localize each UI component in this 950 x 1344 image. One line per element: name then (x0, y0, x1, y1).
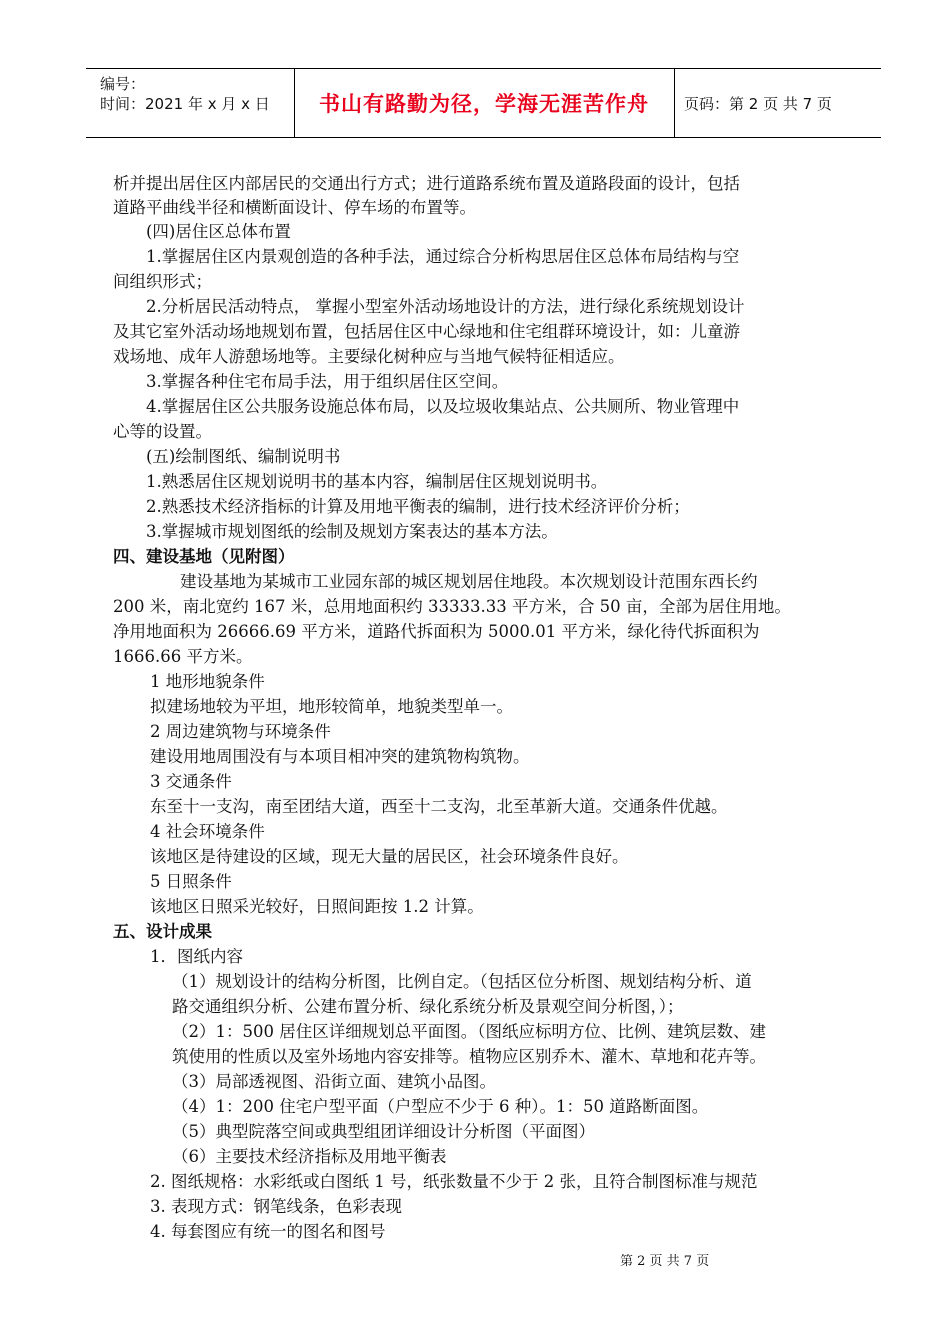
body-line: （6）主要技术经济指标及用地平衡表 (172, 1147, 447, 1166)
body-line: （5）典型院落空间或典型组团详细设计分析图（平面图） (172, 1122, 595, 1141)
body-line: 路交通组织分析、公建布置分析、绿化系统分析及景观空间分析图，）； (172, 997, 684, 1016)
body-line: （2）1：500 居住区详细规划总平面图。（图纸应标明方位、比例、建筑层数、建 (172, 1022, 766, 1041)
body-line: 1.熟悉居住区规划说明书的基本内容，编制居住区规划说明书。 (146, 472, 608, 491)
body-line: 间组织形式； (113, 272, 212, 291)
condition-heading: 4 社会环境条件 (150, 822, 265, 841)
body-line: （3）局部透视图、沿街立面、建筑小品图。 (172, 1072, 496, 1091)
header-page-code: 页码：第 2 页 共 7 页 (684, 94, 832, 113)
section-subheading: (四)居住区总体布置 (146, 222, 291, 241)
header-page-cell (674, 69, 881, 137)
body-line: 1．图纸内容 (150, 947, 243, 966)
body-line: 1666.66 平方米。 (113, 647, 253, 666)
body-line: 该地区是待建设的区域，现无大量的居民区，社会环境条件良好。 (150, 847, 629, 866)
body-line: 心等的设置。 (113, 422, 212, 441)
body-line: 2. 图纸规格：水彩纸或白图纸 1 号，纸张数量不少于 2 张，且符合制图标准与规范 (150, 1172, 758, 1191)
body-line: 1.掌握居住区内景观创造的各种手法，通过综合分析构思居住区总体布局结构与空 (146, 247, 740, 266)
body-line: （1）规划设计的结构分析图，比例自定。（包括区位分析图、规划结构分析、道 (172, 972, 752, 991)
header-motto-cell (294, 69, 675, 137)
body-line: 筑使用的性质以及室外场地内容安排等。植物应区别乔木、灌木、草地和花卉等。 (172, 1047, 766, 1066)
body-line: 东至十一支沟，南至团结大道，西至十二支沟，北至革新大道。交通条件优越。 (150, 797, 728, 816)
page-footer: 第 2 页 共 7 页 (620, 1254, 710, 1269)
body-line: 拟建场地较为平坦，地形较简单，地貌类型单一。 (150, 697, 513, 716)
condition-heading: 2 周边建筑物与环境条件 (150, 722, 331, 741)
condition-heading: 3 交通条件 (150, 772, 232, 791)
section-subheading: (五)绘制图纸、编制说明书 (146, 447, 341, 466)
body-line: 道路平曲线半径和横断面设计、停车场的布置等。 (113, 198, 476, 217)
page-header (86, 68, 881, 138)
header-motto: 书山有路勤为径，学海无涯苦作舟 (319, 92, 649, 116)
body-line: 3.掌握各种住宅布局手法，用于组织居住区空间。 (146, 372, 509, 391)
body-line: 2.熟悉技术经济指标的计算及用地平衡表的编制，进行技术经济评价分析； (146, 497, 690, 516)
body-line: 戏场地、成年人游憩场地等。主要绿化树种应与当地气候特征相适应。 (113, 347, 625, 366)
body-line: 4. 每套图应有统一的图名和图号 (150, 1222, 386, 1241)
body-line: 净用地面积为 26666.69 平方米，道路代拆面积为 5000.01 平方米，绿化待代拆面积为 (113, 622, 760, 641)
body-line: 及其它室外活动场地规划布置，包括居住区中心绿地和住宅组群环境设计，如：儿童游 (113, 322, 740, 341)
document-time-label: 时间：2021 年 x 月 x 日 (100, 95, 270, 113)
body-line: 建设基地为某城市工业园东部的城区规划居住地段。本次规划设计范围东西长约 (180, 572, 758, 591)
body-line: 3.掌握城市规划图纸的绘制及规划方案表达的基本方法。 (146, 522, 558, 541)
body-line: （4）1：200 住宅户型平面（户型应不少于 6 种）。1：50 道路断面图。 (172, 1097, 709, 1116)
body-line: 建设用地周围没有与本项目相冲突的建筑物构筑物。 (150, 747, 530, 766)
body-line: 析并提出居住区内部居民的交通出行方式；进行道路系统布置及道路段面的设计，包括 (113, 174, 740, 193)
header-meta-cell (86, 69, 295, 137)
body-line: 该地区日照采光较好，日照间距按 1.2 计算。 (150, 897, 484, 916)
body-line: 2.分析居民活动特点， 掌握小型室外活动场地设计的方法，进行绿化系统规划设计 (146, 297, 745, 316)
body-line: 3. 表现方式：钢笔线条，色彩表现 (150, 1197, 402, 1216)
condition-heading: 5 日照条件 (150, 872, 232, 891)
condition-heading: 1 地形地貌条件 (150, 672, 265, 691)
section-heading: 四、建设基地（见附图） (113, 547, 295, 566)
section-heading: 五、设计成果 (113, 922, 212, 941)
body-line: 4.掌握居住区公共服务设施总体布局，以及垃圾收集站点、公共厕所、物业管理中 (146, 397, 740, 416)
body-line: 200 米，南北宽约 167 米，总用地面积约 33333.33 平方米，合 50 亩，全部为居住用地。 (113, 597, 791, 616)
document-number-label: 编号： (100, 75, 146, 93)
